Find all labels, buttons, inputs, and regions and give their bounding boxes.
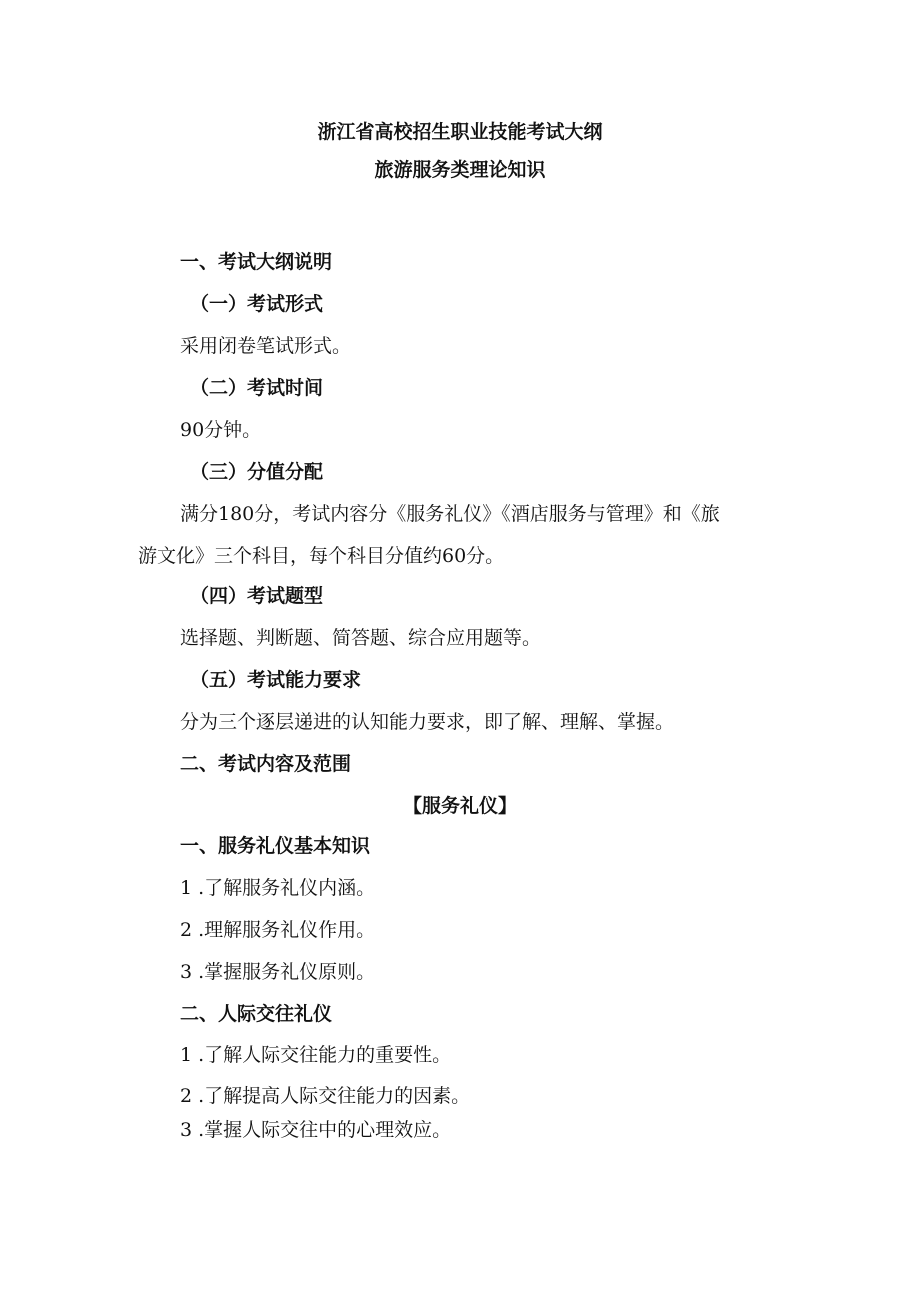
- list-item: 1 .了解服务礼仪内涵。: [180, 877, 376, 899]
- subheading-ability: （五）考试能力要求: [190, 669, 362, 691]
- paragraph-exam-time: 90分钟。: [180, 419, 262, 441]
- subject-title: 【服务礼仪】: [402, 795, 517, 817]
- section-heading-content-scope: 二、考试内容及范围: [180, 753, 352, 775]
- subheading-score: （三）分值分配: [190, 461, 324, 483]
- list-item: 2 .了解提高人际交往能力的因素。: [180, 1085, 471, 1107]
- paragraph-ability: 分为三个逐层递进的认知能力要求，即了解、理解、掌握。: [180, 711, 675, 733]
- part-heading-interpersonal: 二、人际交往礼仪: [180, 1003, 333, 1025]
- paragraph-score-line1: 满分180分，考试内容分《服务礼仪》《酒店服务与管理》和《旅: [180, 503, 720, 525]
- subheading-question-types: （四）考试题型: [190, 585, 324, 607]
- section-heading-outline-notes: 一、考试大纲说明: [180, 251, 333, 273]
- document-title: 浙江省高校招生职业技能考试大纲: [317, 121, 603, 143]
- document-subtitle: 旅游服务类理论知识: [374, 159, 546, 181]
- subheading-exam-form: （一）考试形式: [190, 293, 324, 315]
- list-item: 3 .掌握人际交往中的心理效应。: [180, 1119, 452, 1141]
- part-heading-basic-knowledge: 一、服务礼仪基本知识: [180, 835, 371, 857]
- paragraph-exam-form: 采用闭卷笔试形式。: [180, 335, 352, 357]
- list-item: 1 .了解人际交往能力的重要性。: [180, 1044, 452, 1066]
- paragraph-score-line2: 游文化》三个科目，每个科目分值约60分。: [138, 545, 505, 567]
- subheading-exam-time: （二）考试时间: [190, 377, 324, 399]
- list-item: 3 .掌握服务礼仪原则。: [180, 961, 376, 983]
- list-item: 2 .理解服务礼仪作用。: [180, 919, 376, 941]
- paragraph-question-types: 选择题、判断题、简答题、综合应用题等。: [180, 627, 542, 649]
